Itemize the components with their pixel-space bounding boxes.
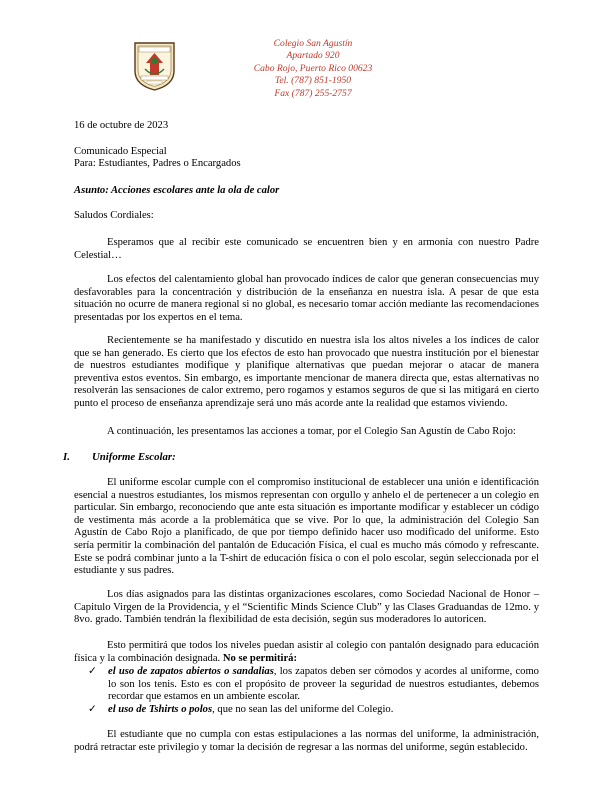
bullet-lead: el uso de zapatos abiertos o sandalias bbox=[108, 666, 274, 677]
paragraph-3: Recientemente se ha manifestado y discutido en nuestra isla los altos niveles a los índices de calor que se han generado. Es cierto que los efectos de esto han provocado que nuestra institución por el bienestar de nuestros estudiantes modifique y planifique alternativas que puedan mejorar o atacar de manera preventiva estos eventos. Sin embargo, es importante mencionar de manera directa que, estas alternativas no resolverán las sensaciones de calor extremo, pero rogamos y estamos seguros de que si las mitigará en cierto punto el proceso de enseñanza aprendizaje será uno más acorde ante la realidad que estamos viviendo. bbox=[74, 335, 539, 409]
fax: Fax (787) 255-2757 bbox=[274, 87, 352, 99]
check-icon: ✓ bbox=[88, 704, 97, 715]
paragraph-1: Esperamos que al recibir este comunicado se encuentren bien y en armonía con nuestro Padre Celestial… bbox=[74, 237, 539, 261]
school-seal-logo bbox=[133, 41, 176, 91]
letter-subject: Asunto: Acciones escolares ante la ola de calor bbox=[74, 185, 280, 196]
bullet-text: , que no sean las del uniforme del Colegio. bbox=[212, 704, 394, 715]
greeting: Saludos Cordiales: bbox=[74, 210, 154, 221]
section-number: I. bbox=[63, 451, 70, 463]
letterhead bbox=[228, 38, 398, 100]
telephone: Tel. (787) 851-1950 bbox=[274, 75, 352, 87]
apartado: Apartado 920 bbox=[286, 50, 340, 62]
paragraph-7 bbox=[74, 640, 539, 665]
bullet-item bbox=[108, 704, 539, 717]
bullet-lead: el uso de Tshirts o polos bbox=[108, 704, 213, 715]
paragraph-5: El uniforme escolar cumple con el compromiso institucional de establecer una unión e identificación esencial a nuestros estudiantes, los mismos representan con orgullo y anhelo el de pertenecer a un colegio en particular. Sin embargo, reconociendo que ante esta situación es importante modificar y establecer un código de vestimenta más acorde a la problemática que se vive. Por lo que, la administración del Colegio San Agustín de Cabo Rojo a planificado, de que por tiempo definido hacer uso modificado del uniforme. Esto sería permitir la combinación del pantalón de Educación Física, el cual es mucho más cómodo y refrescante. Este se podrá combinar junto a la T-shirt de educación física o con el polo escolar, según seleccionada por el estudiante y sus padres. bbox=[74, 477, 539, 577]
bullet-text: , los zapatos deben ser cómodos y acordes al uniforme, como lo son los tenis. Esto es con el propósito de proveer la seguridad de nuestros estudiantes, debemos recordar que estamos en un ambiente escolar. bbox=[108, 666, 539, 703]
check-icon: ✓ bbox=[88, 666, 97, 677]
section-title: Uniforme Escolar: bbox=[92, 451, 176, 463]
paragraph-2: Los efectos del calentamiento global han provocado índices de calor que generan consecuencias muy desfavorables para la concentración y distribución de la enseñanza en nuestra isla. A pesar de que esta situación no ocurre de manera regional si no global, es necesario tomar acción mediante las recomendaciones presentadas por los expertos en el tema. bbox=[74, 274, 539, 323]
school-name: Colegio San Agustín bbox=[273, 38, 353, 49]
letter-type: Comunicado Especial bbox=[74, 146, 167, 157]
city: Cabo Rojo, Puerto Rico 00623 bbox=[253, 62, 373, 74]
letter-date: 16 de octubre de 2023 bbox=[74, 120, 169, 131]
paragraph-8: El estudiante que no cumpla con estas estipulaciones a las normas del uniforme, la administración, podrá retractar este privilegio y tomar la decisión de regresar a las normas del uniforme, según establecido. bbox=[74, 729, 539, 753]
paragraph-7-text: Esto permitirá que todos los niveles puedan asistir al colegio con pantalón designado para educación física y la combinación designada. bbox=[74, 640, 539, 664]
not-allowed-colon: : bbox=[293, 652, 297, 664]
letter-recipients: Para: Estudiantes, Padres o Encargados bbox=[74, 158, 241, 169]
not-allowed-label: No se permitirá bbox=[222, 652, 294, 664]
paragraph-6: Los días asignados para las distintas organizaciones escolares, como Sociedad Nacional de Honor – Capitulo Virgen de la Providencia, y el “Scientific Minds Science Club” y las Clases Graduandas de 12mo. y 8vo. grado. También tendrán la flexibilidad de esta decisión, según sus moderadores lo autoricen. bbox=[74, 589, 539, 626]
paragraph-4: A continuación, les presentamos las acciones a tomar, por el Colegio San Agustín de Cabo Rojo: bbox=[107, 426, 516, 437]
bullet-item bbox=[108, 666, 539, 704]
